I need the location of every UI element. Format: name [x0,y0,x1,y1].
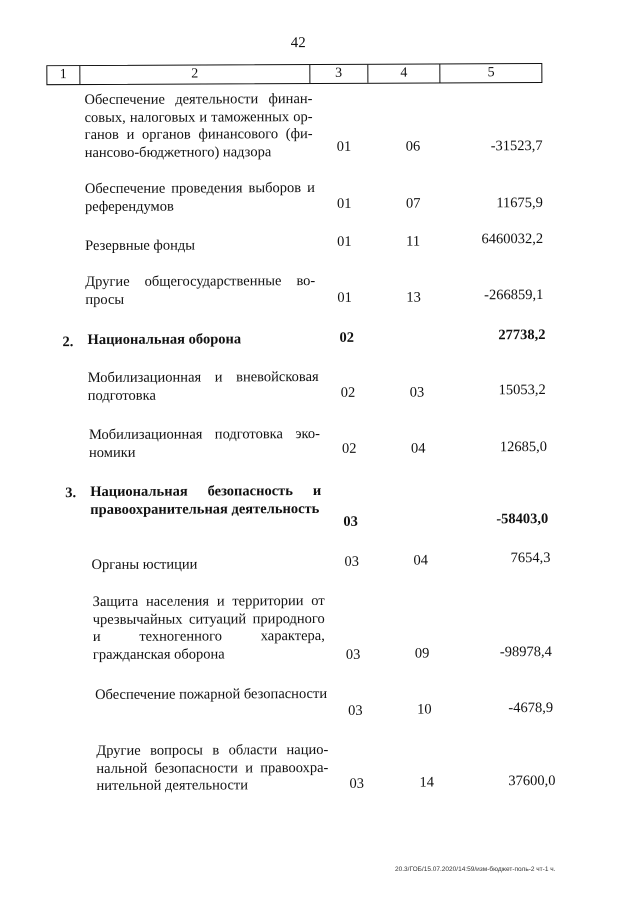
row-subsection-code: 13 [406,289,421,306]
row-amount: 7654,3 [510,549,551,567]
page-number: 42 [290,35,306,52]
row-subsection-code: 14 [419,774,434,791]
section-title: Национальная безопасность и правоохранительная деятельность [90,482,322,518]
row-subsection-code: 07 [405,195,421,212]
row-description: Мобилизационная подготовка экономики [88,426,320,461]
header-col-1: 1 [47,66,80,84]
row-amount: 11675,9 [496,195,543,212]
row-section-code: 03 [348,702,363,719]
row-amount: 37600,0 [508,772,556,790]
header-col-2: 2 [80,65,310,84]
row-section-code: 02 [339,329,355,346]
row-description: Защита населения и территории от чрезвычайных ситуаций природного и техногенного характера, гражданская оборона [92,592,325,663]
row-section-code: 03 [343,513,358,530]
row-subsection-code: 10 [417,701,432,718]
row-description: Обеспечение пожарной безопасности [95,685,328,703]
row-description: Другие вопросы в области национальной безопасности и правоохранительной деятельности [96,741,329,794]
row-section-code: 01 [336,138,352,155]
row-description: Обеспечение проведения выборов и референдумов [84,180,315,215]
row-description: Мобилизационная и вневойсковая подготовка [87,369,319,404]
row-amount: 12685,0 [499,439,548,456]
row-amount: 27738,2 [498,327,546,344]
row-subsection-code: 04 [410,440,426,457]
row-subsection-code: 03 [409,384,425,401]
row-section-code: 03 [344,553,360,570]
row-section-code: 01 [337,233,352,250]
header-col-3: 3 [310,65,368,83]
section-number: 2. [62,334,74,351]
row-section-code: 02 [341,440,357,457]
row-subsection-code: 06 [405,138,421,155]
row-section-code: 02 [340,384,356,401]
row-amount: 15053,2 [498,382,546,399]
row-section-code: 01 [336,195,352,212]
row-subsection-code: 04 [413,552,429,569]
row-section-code: 03 [349,775,364,792]
header-col-5: 5 [487,65,495,81]
row-amount: -58403,0 [496,511,549,528]
document-footer-stamp: 20.3/ГОБ/15.07.2020/14:59/изм-бюджет-поль-2 чт-1 ч. [395,866,556,873]
row-amount: -98978,4 [499,643,552,661]
row-amount: -31523,7 [490,138,543,155]
header-col-4: 4 [368,64,441,82]
row-amount: -4678,9 [508,699,554,717]
row-amount: -266859,1 [484,287,544,304]
row-description: Резервные фонды [85,237,195,255]
section-title: Национальная оборона [87,331,242,349]
row-section-code: 03 [345,646,361,663]
row-description: Органы юстиции [91,556,198,573]
row-subsection-code: 11 [406,233,421,250]
row-subsection-code: 09 [414,645,430,662]
section-number: 3. [65,485,77,502]
row-description: Другие общегосударственные вопросы [85,273,316,308]
table-header [46,63,542,85]
row-description: Обеспечение деятельности финансовых, налоговых и таможенных органов и органов финансового (финансово-бюджетного) надзора [84,91,313,161]
row-amount: 6460032,2 [481,231,544,248]
row-section-code: 01 [337,289,352,306]
